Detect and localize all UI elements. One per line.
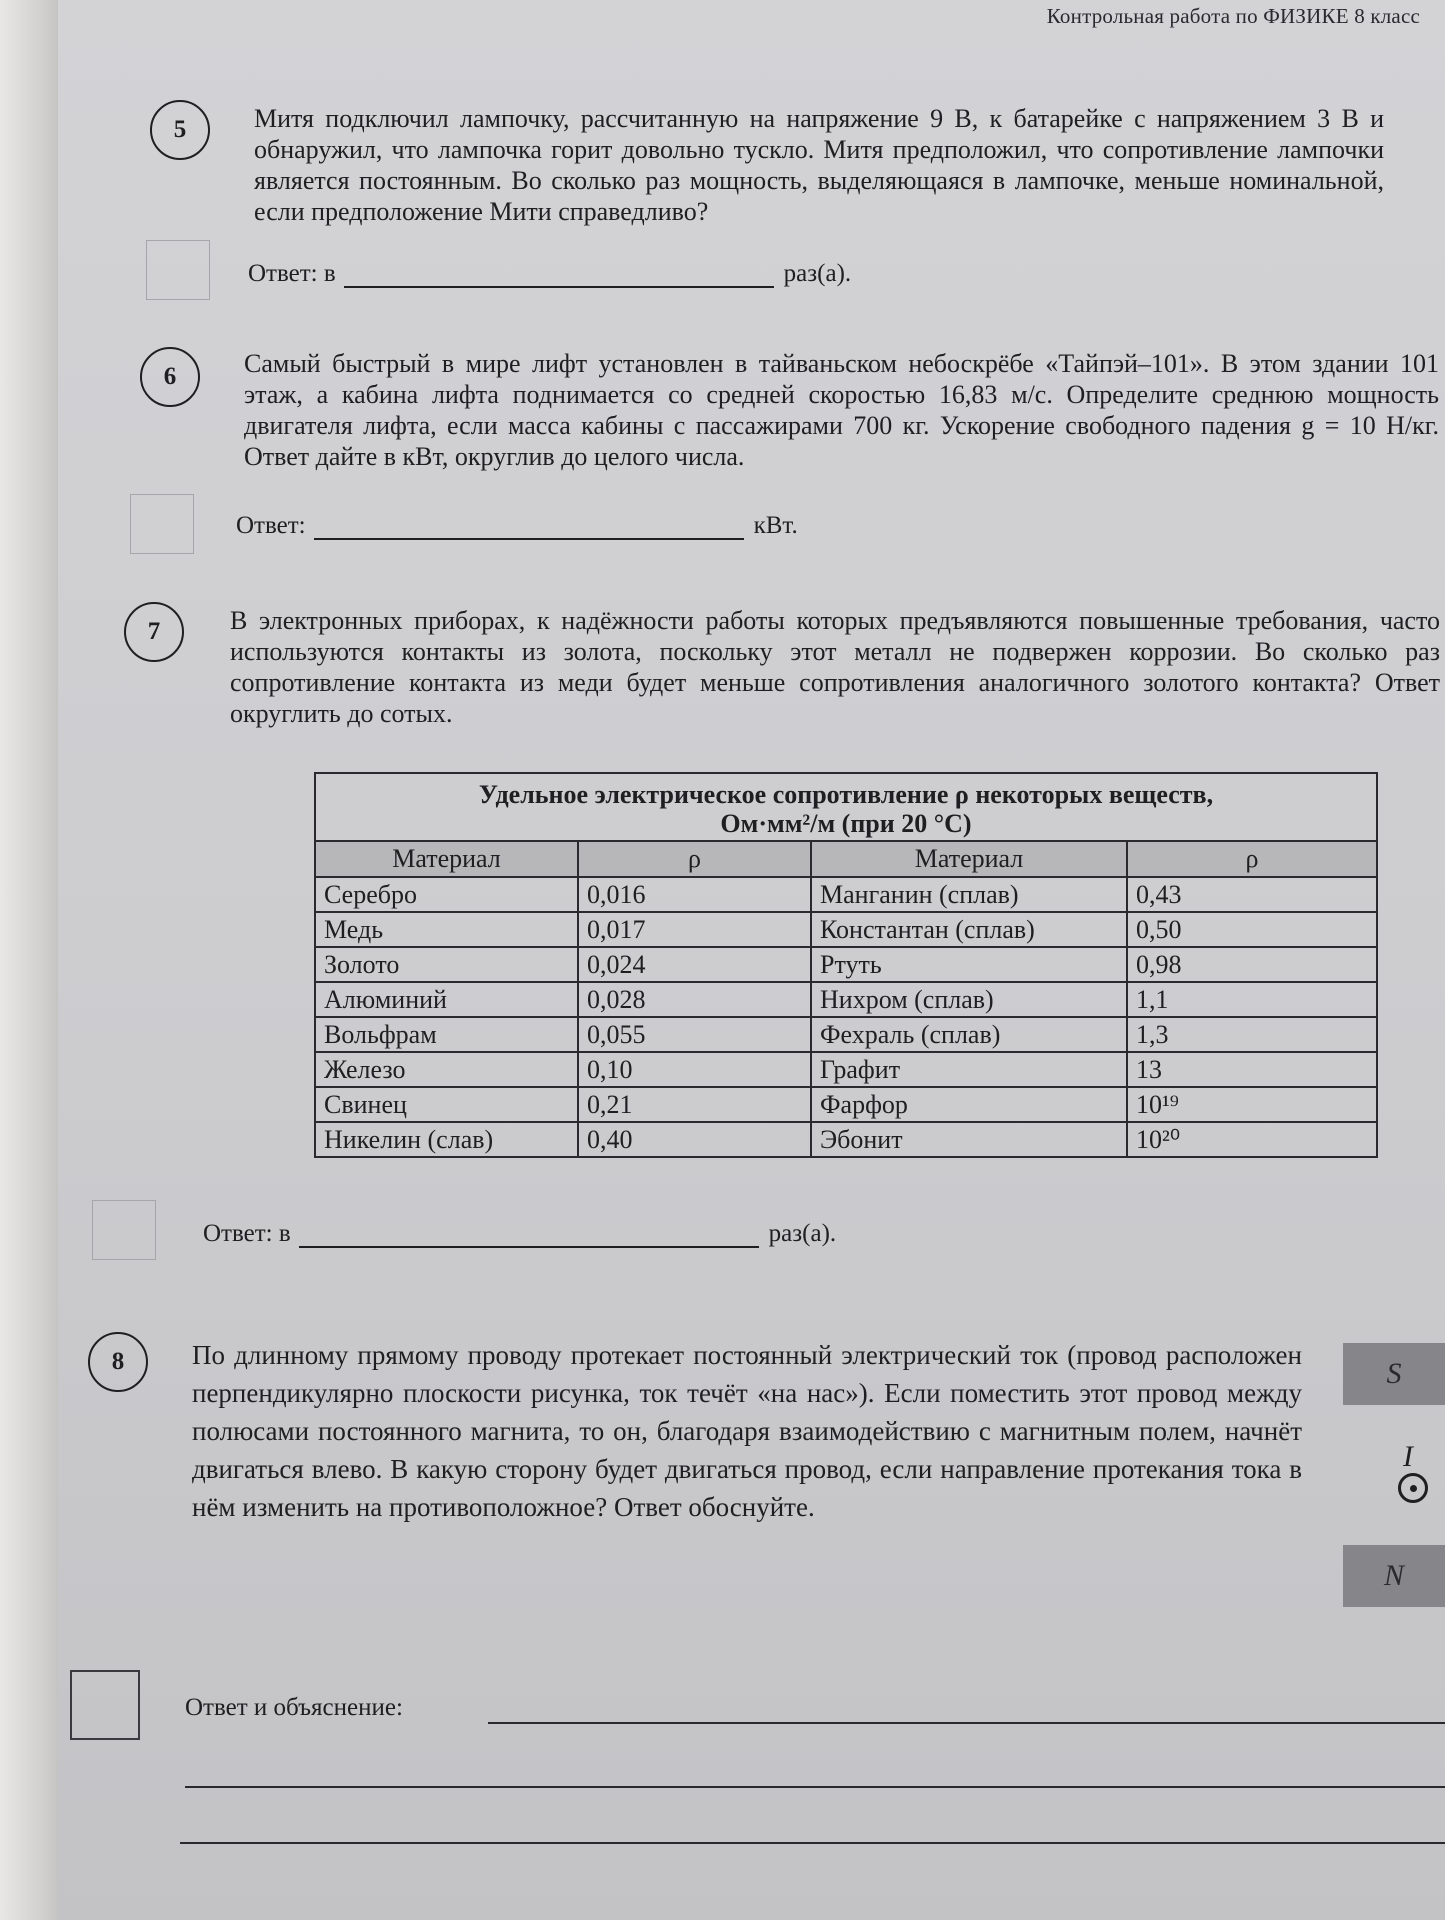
question-5-number: 5	[150, 100, 210, 160]
question-7-text: В электронных приборах, к надёжности работы которых предъявляются повышенные требования, часто используются контакты из золота, поскольку этот металл не подвержен коррозии. Во сколько раз сопротивление контакта из меди будет меньше сопротивления аналогичного золотого контакта? Ответ округлить до сотых.	[230, 606, 1440, 728]
answer-line[interactable]	[299, 1224, 759, 1248]
question-7-number: 7	[124, 602, 184, 662]
table-row	[315, 947, 1377, 982]
answer-line[interactable]	[488, 1722, 1445, 1724]
table-cell: Константан (сплав)	[811, 912, 1127, 947]
table-cell: 0,40	[578, 1122, 811, 1157]
table-title-line1: Удельное электрическое сопротивление ρ некоторых веществ,	[478, 780, 1214, 809]
column-header-rho: ρ	[1127, 841, 1377, 877]
table-title-line2: Ом·мм²/м (при 20 °С)	[720, 809, 972, 838]
table-cell: Фехраль (сплав)	[811, 1017, 1127, 1052]
table-cell: 0,024	[578, 947, 811, 982]
answer-line[interactable]	[180, 1842, 1445, 1844]
question-6-text: Самый быстрый в мире лифт установлен в тайваньском небоскрёбе «Тайпэй–101». В этом здании 101 этаж, а кабина лифта поднимается со средней скоростью 16,83 м/с. Определите среднюю мощность двигателя лифта, если масса кабины с пассажирами 700 кг. Ускорение свободного падения g = 10 Н/кг. Ответ дайте в кВт, округлив до целого числа.	[244, 349, 1439, 471]
question-6-answer-box[interactable]	[130, 494, 194, 554]
table-cell: Ртуть	[811, 947, 1127, 982]
answer-line[interactable]	[344, 264, 774, 288]
table-cell: Золото	[315, 947, 578, 982]
table-cell: Свинец	[315, 1087, 578, 1122]
table-cell: 0,21	[578, 1087, 811, 1122]
table-cell: 0,50	[1127, 912, 1377, 947]
answer-label: Ответ: в	[248, 260, 336, 287]
question-7-answer-box[interactable]	[92, 1200, 156, 1260]
table-row	[315, 912, 1377, 947]
table-row	[315, 1052, 1377, 1087]
answer-unit: раз(а).	[768, 1220, 837, 1247]
table-cell: Алюминий	[315, 982, 578, 1017]
current-toward-viewer-icon	[1398, 1473, 1428, 1503]
question-8-text: По длинному прямому проводу протекает постоянный электрический ток (провод расположен перпендикулярно плоскости рисунка, ток течёт «на нас»). Если поместить этот провод между полюсами постоянного магнита, то он, благодаря взаимодействию с магнитным полем, начнёт двигаться влево. В какую сторону будет двигаться провод, если направление протекания тока в нём изменить на противоположное? Ответ обоснуйте.	[192, 1340, 1302, 1522]
answer-line[interactable]	[185, 1786, 1445, 1788]
table-cell: 1,1	[1127, 982, 1377, 1017]
table-cell: Медь	[315, 912, 578, 947]
question-7-answer	[203, 1220, 836, 1248]
table-cell: Графит	[811, 1052, 1127, 1087]
page-header: Контрольная работа по ФИЗИКЕ 8 класс	[1046, 4, 1420, 28]
table-cell: 0,016	[578, 877, 811, 912]
question-8-answer-box[interactable]	[70, 1670, 140, 1740]
table-cell: Серебро	[315, 877, 578, 912]
table-cell: Манганин (сплав)	[811, 877, 1127, 912]
answer-label: Ответ: в	[203, 1220, 291, 1247]
question-8-answer	[185, 1694, 403, 1722]
answer-unit: кВт.	[753, 512, 798, 539]
table-cell: Эбонит	[811, 1122, 1127, 1157]
table-cell: 10²⁰	[1127, 1122, 1377, 1157]
table-row	[315, 982, 1377, 1017]
table-row	[315, 1087, 1377, 1122]
question-5-answer-box[interactable]	[146, 240, 210, 300]
answer-unit: раз(а).	[783, 260, 852, 287]
column-header-material: Материал	[811, 841, 1127, 877]
question-5-answer	[248, 260, 851, 288]
table-cell: Железо	[315, 1052, 578, 1087]
table-cell: 0,055	[578, 1017, 811, 1052]
table-cell: 13	[1127, 1052, 1377, 1087]
question-8-number: 8	[88, 1332, 148, 1392]
answer-label: Ответ и объяснение:	[185, 1694, 403, 1721]
column-header-rho: ρ	[578, 841, 811, 877]
magnet-pole-south: S	[1343, 1343, 1445, 1405]
table-row	[315, 877, 1377, 912]
table-cell: 0,98	[1127, 947, 1377, 982]
table-cell: 0,10	[578, 1052, 811, 1087]
column-header-material: Материал	[315, 841, 578, 877]
table-cell: 10¹⁹	[1127, 1087, 1377, 1122]
table-title	[315, 773, 1377, 841]
table-cell: Никелин (слав)	[315, 1122, 578, 1157]
table-row	[315, 1017, 1377, 1052]
question-5-text: Митя подключил лампочку, рассчитанную на напряжение 9 В, к батарейке с напряжением 3 В и обнаружил, что лампочка горит довольно тускло. Митя предположил, что сопротивление лампочки является постоянным. Во сколько раз мощность, выделяющаяся в лампочке, меньше номинальной, если предположение Мити справедливо?	[254, 104, 1384, 226]
table-row	[315, 1122, 1377, 1157]
question-6-number: 6	[140, 347, 200, 407]
current-label: I	[1403, 1440, 1413, 1473]
table-cell: 0,43	[1127, 877, 1377, 912]
table-cell: Вольфрам	[315, 1017, 578, 1052]
resistivity-table	[314, 772, 1378, 1158]
table-cell: 1,3	[1127, 1017, 1377, 1052]
answer-line[interactable]	[314, 516, 744, 540]
answer-label: Ответ:	[236, 512, 306, 539]
table-cell: 0,028	[578, 982, 811, 1017]
question-6-answer	[236, 512, 798, 540]
magnet-pole-north: N	[1343, 1545, 1445, 1607]
table-cell: Нихром (сплав)	[811, 982, 1127, 1017]
table-cell: 0,017	[578, 912, 811, 947]
table-cell: Фарфор	[811, 1087, 1127, 1122]
